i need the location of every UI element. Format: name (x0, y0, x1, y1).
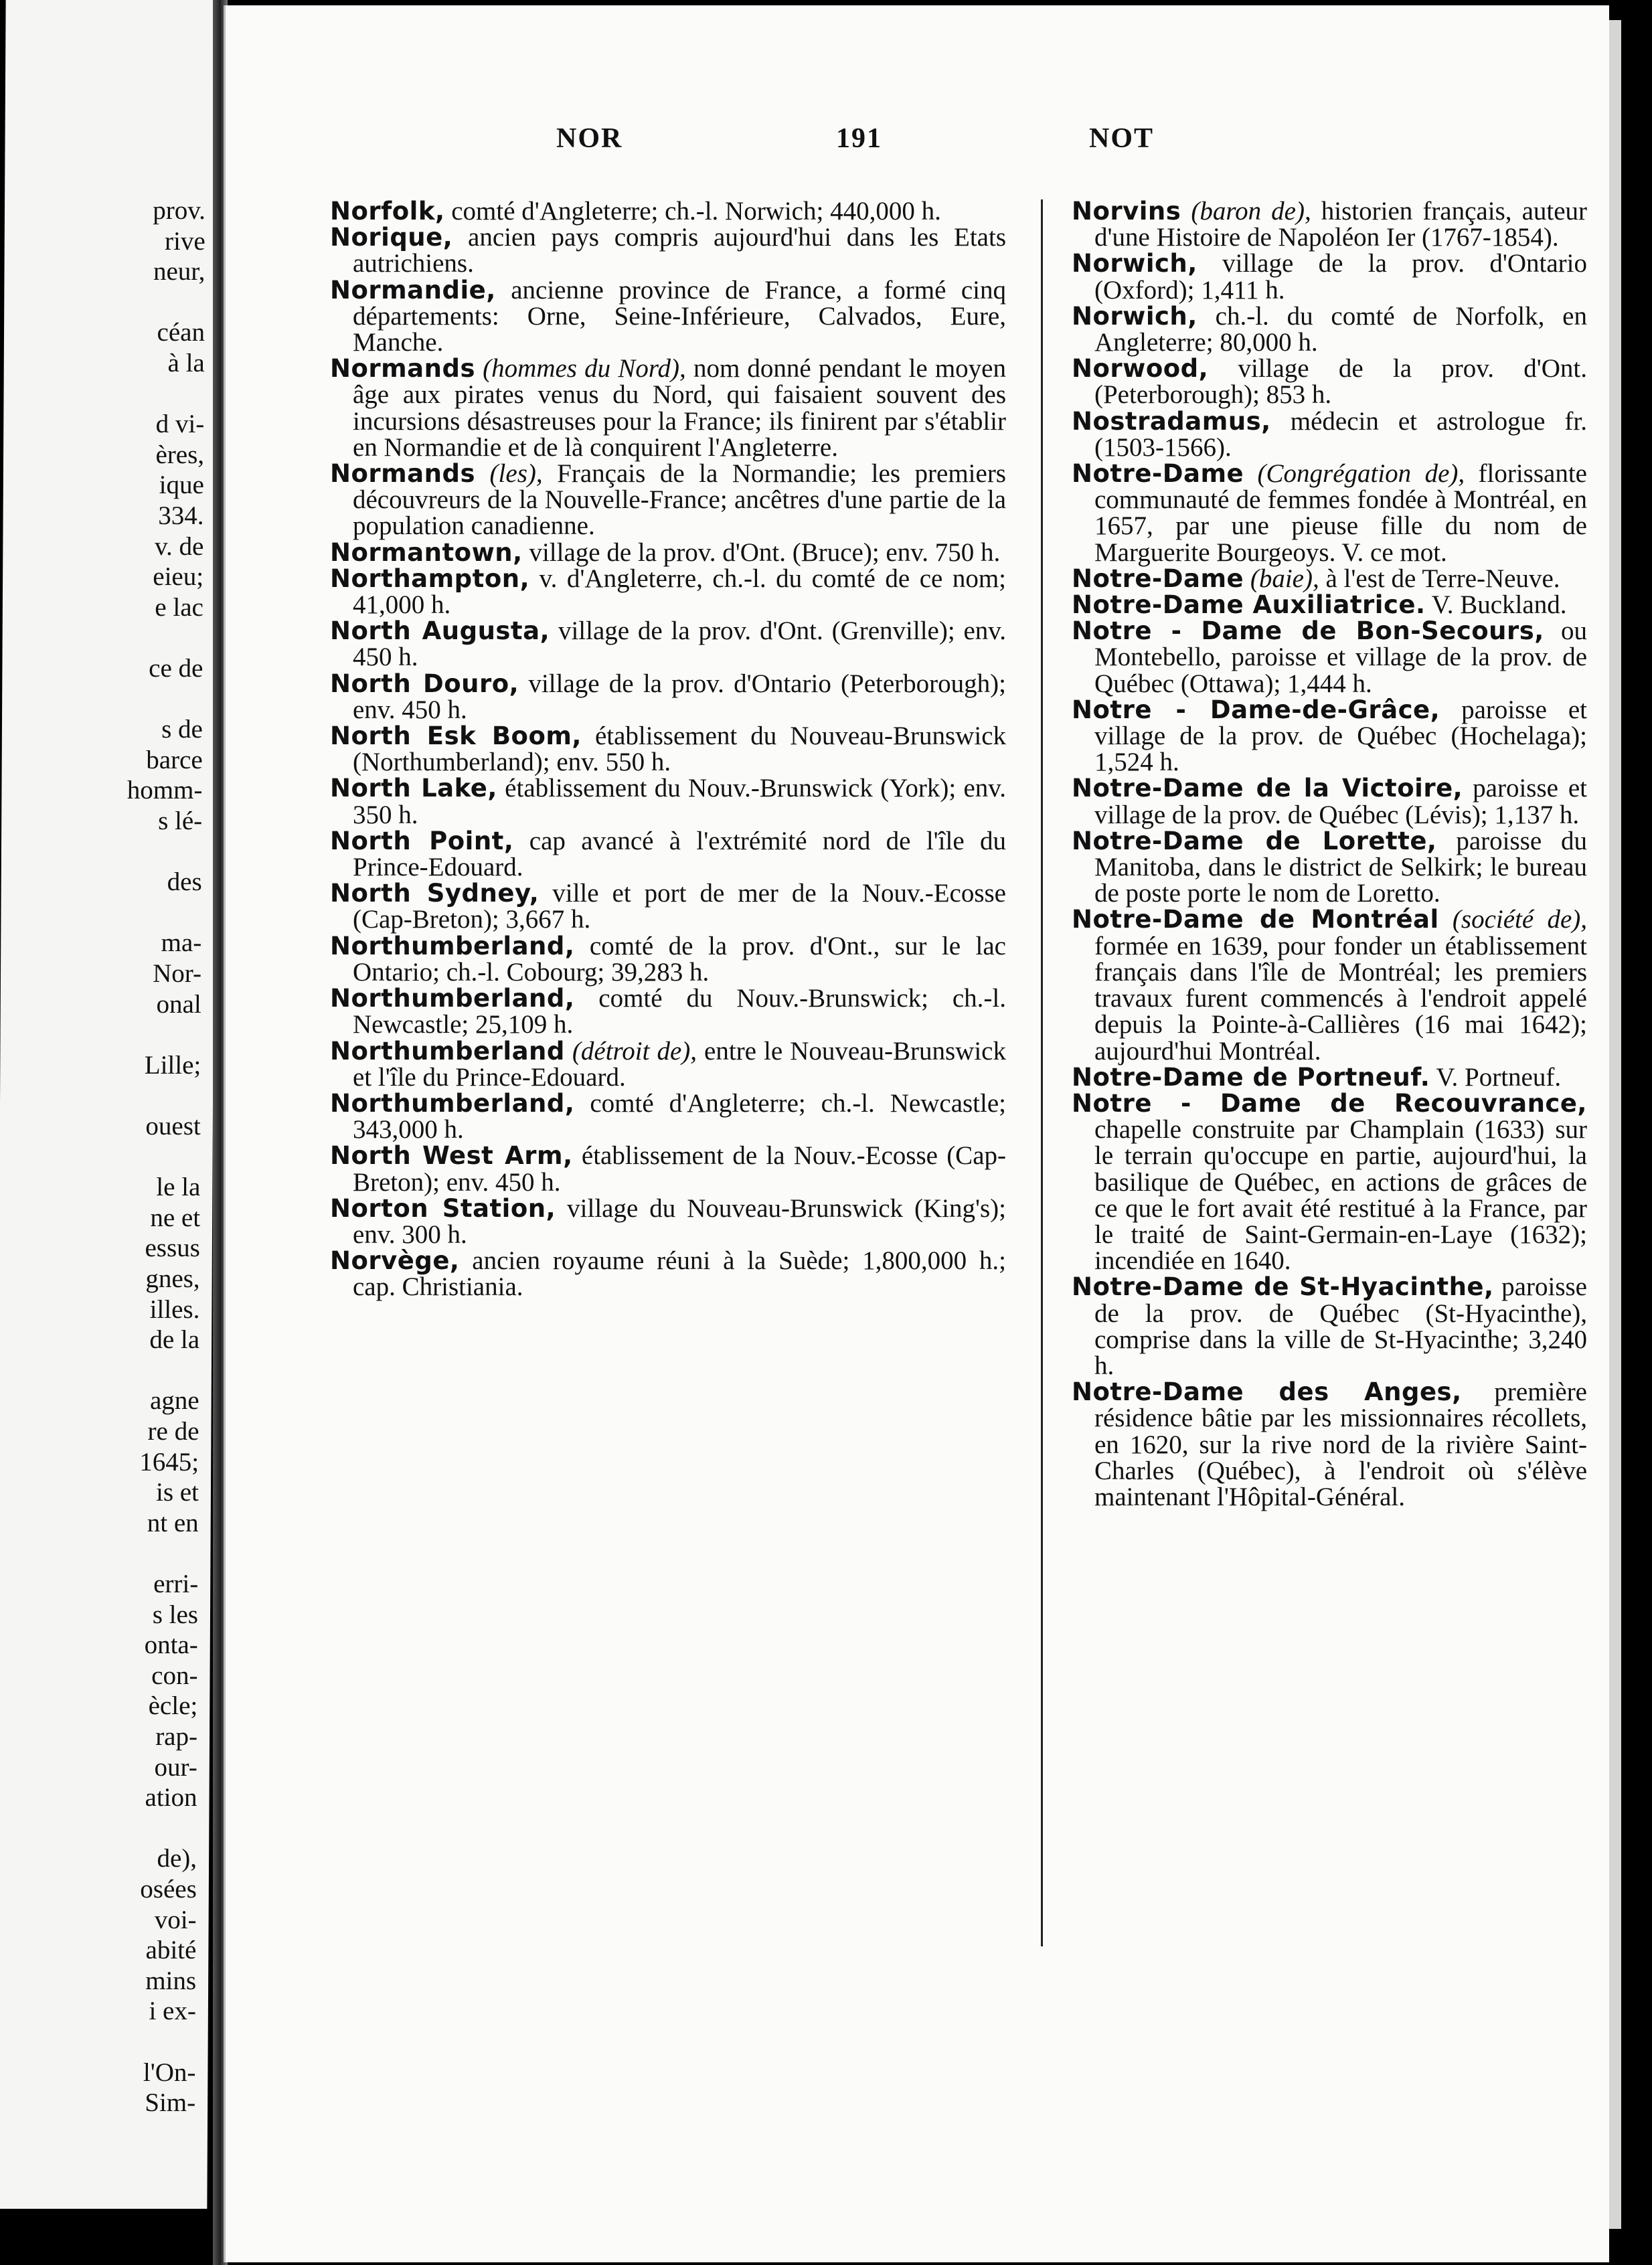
entry-headword: Notre-Dame de Lorette, (1072, 826, 1437, 855)
entry-headword: North Esk Boom, (330, 722, 582, 751)
left-page-text-fragment: l'On- (143, 2058, 196, 2087)
left-page-text-fragment: ècle; (148, 1691, 198, 1721)
entry-headword: Notre - Dame de Recouvrance, (1072, 1088, 1587, 1118)
entry-headword: Notre-Dame de St-Hyacinthe, (1072, 1272, 1494, 1302)
dictionary-entry (1072, 303, 1587, 355)
left-page-text-fragment: céan (157, 318, 205, 347)
entry-headword: Northumberland, (330, 984, 575, 1013)
entry-definition: village du Nouveau-Brunswick (King's); env. 300 h. (353, 1193, 1006, 1249)
left-page-text-fragment: gnes, (145, 1264, 200, 1293)
left-page-text-fragment: nt en (147, 1508, 199, 1537)
entry-definition: ou Montebello, paroisse et village de la prov. de Québec (Ottawa); 1,444 h. (1094, 616, 1587, 698)
entry-definition: ville et port de mer de la Nouv.-Ecosse (Cap-Breton); 3,667 h. (353, 879, 1006, 934)
left-page-text-fragment: 1645; (139, 1447, 199, 1477)
entry-headword: Notre - Dame de Bon-Secours, (1072, 616, 1544, 646)
entry-qualifier: (détroit de), (564, 1036, 697, 1066)
left-page-text-fragment: Lille; (144, 1050, 201, 1080)
entry-headword: North Point, (330, 826, 514, 855)
dictionary-entry (1072, 592, 1587, 618)
left-page-text-fragment: de), (157, 1844, 197, 1873)
left-page-text-fragment: illes. (149, 1294, 200, 1324)
dictionary-entry (1072, 618, 1587, 697)
left-page-text-fragment: mins (145, 1966, 197, 1995)
left-page-text-fragment: eieu; (153, 562, 204, 592)
entry-definition: ancien royaume réuni à la Suède; 1,800,000 h.; cap. Christiania. (353, 1246, 1006, 1302)
entry-definition: à l'est de Terre-Neuve. (1319, 564, 1560, 593)
entry-headword: Nostradamus, (1072, 406, 1271, 436)
entry-headword: North Augusta, (330, 616, 550, 646)
left-page-text-fragment: le la (156, 1173, 201, 1202)
entry-headword: North Sydney, (330, 879, 540, 908)
entry-definition: village de la prov. d'Ontario (Peterborough); env. 450 h. (353, 669, 1006, 724)
dictionary-entry (330, 198, 1006, 224)
entry-definition: entre le Nouveau-Brunswick et l'île du Prince-Edouard. (353, 1036, 1006, 1092)
page-number: 191 (836, 123, 882, 154)
entry-definition: paroisse du Manitoba, dans le district de Selkirk; le bureau de poste porte le nom de Loretto. (1094, 826, 1587, 908)
entry-headword: Northampton, (330, 564, 530, 593)
left-page-text-fragment: ation (145, 1783, 197, 1813)
entry-headword: Norwich, (1072, 301, 1197, 331)
column-right (1072, 198, 1587, 1510)
running-head-left: NOR (556, 123, 623, 154)
entry-definition: cap avancé à l'extrémité nord de l'île du Prince-Edouard. (353, 826, 1006, 882)
left-page-text-fragment: is et (155, 1478, 199, 1507)
left-page-text-fragment: s lé- (158, 807, 203, 835)
entry-definition: paroisse et village de la prov. de Québec (Hochelaga); 1,524 h. (1094, 695, 1587, 777)
left-page-text-fragment: 334. (158, 501, 204, 530)
entry-headword: Norwich, (1072, 249, 1197, 278)
dictionary-entry (1072, 906, 1587, 1064)
entry-headword: Northumberland, (330, 1088, 575, 1118)
entry-headword: Normantown, (330, 537, 523, 567)
left-page-text-fragment: rive (165, 226, 205, 256)
dictionary-entry (1072, 1274, 1587, 1379)
entry-definition: village de la prov. d'Ontario (Oxford); 1,411 h. (1094, 249, 1587, 305)
left-page-text-fragment: erri- (153, 1570, 199, 1598)
entry-headword: Northumberland (330, 1036, 565, 1066)
entry-headword: Norvins (1072, 197, 1181, 226)
entry-headword: Notre-Dame de la Victoire, (1072, 774, 1463, 803)
dictionary-entry (330, 1090, 1006, 1143)
left-page-text-fragment: de la (149, 1325, 200, 1355)
entry-definition: formée en 1639, pour fonder un établissement français dans l'île de Montréal; les premiers travaux furent commencés à l'endroit appelé depuis la Pointe-à-Callières (16 mai 1642); aujourd'hui Montréal. (1094, 931, 1587, 1066)
entry-definition: v. d'Angleterre, ch.-l. du comté de ce nom; 41,000 h. (353, 564, 1006, 620)
entry-definition: historien français, auteur d'une Histoire de Napoléon Ier (1767-1854). (1094, 197, 1588, 252)
entry-definition: ch.-l. du comté de Norfolk, en Angleterre; 80,000 h. (1094, 301, 1587, 357)
entry-definition: comté d'Angleterre; ch.-l. Newcastle; 343,000 h. (353, 1088, 1006, 1145)
entry-headword: Norique, (330, 223, 453, 252)
entry-headword: Notre - Dame-de-Grâce, (1072, 695, 1440, 724)
left-page-text-fragment: neur, (153, 257, 205, 286)
left-page-text-fragment: rap- (155, 1722, 198, 1751)
entry-headword: Notre-Dame de Montréal (1072, 905, 1439, 934)
left-page-text-fragment: ères, (155, 440, 205, 469)
dictionary-entry (1072, 828, 1587, 907)
entry-definition: Français de la Normandie; les premiers découvreurs de la Nouvelle-France; ancêtres d'une partie de la population canadienne. (353, 459, 1006, 541)
dictionary-entry (1072, 697, 1587, 776)
entry-definition: établissement du Nouveau-Brunswick (Northumberland); env. 550 h. (353, 722, 1007, 777)
left-page-text-fragment: ouest (145, 1112, 201, 1141)
left-page-text-fragment: our- (154, 1752, 197, 1782)
left-page-text-fragment: Sim- (145, 2088, 196, 2118)
left-page-text-fragment: essus (145, 1234, 200, 1263)
left-page-text-fragment: ma- (161, 928, 202, 958)
left-page-text-fragment: s les (152, 1600, 199, 1629)
left-page-text-fragment: à la (167, 349, 205, 378)
dictionary-entry (330, 539, 1006, 566)
dictionary-entry (1072, 460, 1587, 566)
dictionary-entry (330, 1038, 1006, 1090)
dictionary-entry (1072, 408, 1587, 460)
page-edge (1609, 0, 1652, 2265)
dictionary-entry (1072, 198, 1587, 250)
dictionary-entry (330, 828, 1006, 880)
entry-definition: comté d'Angleterre; ch.-l. Norwich; 440,000 h. (444, 197, 941, 226)
dictionary-entry (1072, 1379, 1587, 1510)
entry-headword: Northumberland, (330, 931, 575, 960)
left-page-text-fragment: v. de (154, 531, 204, 561)
entry-qualifier: (société de), (1438, 905, 1587, 934)
entry-headword: North Douro, (330, 669, 519, 698)
left-page-text-fragment: e lac (155, 592, 204, 622)
column-divider (1041, 199, 1043, 1946)
left-page-text-fragment: barce (146, 745, 203, 774)
entry-definition: ancienne province de France, a formé cinq départements: Orne, Seine-Inférieure, Calvados, Eure, Manche. (353, 275, 1006, 357)
entry-definition: ancien pays compris aujourd'hui dans les Etats autrichiens. (353, 223, 1006, 278)
left-page-text-fragment: agne (149, 1386, 199, 1416)
left-page-text-fragment: s de (161, 715, 203, 744)
left-page-text-fragment: homm- (127, 776, 203, 805)
left-page-text-fragment: i ex- (149, 1997, 197, 2026)
entry-definition: paroisse et village de la prov. de Québec (Lévis); 1,137 h. (1094, 774, 1587, 829)
entry-headword: North Lake, (330, 774, 497, 803)
left-page-text-fragment: ique (159, 471, 204, 500)
dictionary-entry (330, 985, 1006, 1037)
entry-headword: Normands (330, 459, 476, 489)
dictionary-entry (330, 1195, 1006, 1248)
entry-qualifier: (baie), (1244, 564, 1319, 593)
left-page-text-fragment: con- (151, 1661, 198, 1690)
left-page-text-fragment: onal (156, 989, 201, 1019)
entry-definition: paroisse de la prov. de Québec (St-Hyacinthe), comprise dans la ville de St-Hyacinthe; 3,240 h. (1094, 1272, 1587, 1380)
entry-definition: première résidence bâtie par les missionnaires récollets, en 1620, sur la rive nord de la rivière Saint-Charles (Québec), à l'endroit où s'élève maintenant l'Hôpital-Général. (1094, 1377, 1587, 1511)
left-page-text-fragment: prov. (153, 196, 206, 225)
dictionary-entry (330, 775, 1006, 827)
dictionary-entry (330, 1248, 1006, 1300)
left-page-text-fragment: ce de (149, 654, 203, 683)
entry-definition: village de la prov. d'Ont. (Peterborough); 853 h. (1094, 354, 1587, 410)
entry-definition: village de la prov. d'Ont. (Bruce); env. 750 h. (522, 537, 1001, 567)
left-page-text-fragment: des (167, 867, 202, 897)
left-page-text-fragment: abité (145, 1936, 197, 1965)
dictionary-entry (330, 224, 1006, 276)
left-page-text-fragment: onta- (144, 1630, 198, 1660)
dictionary-entry (1072, 566, 1587, 592)
entry-qualifier: (hommes du Nord), (475, 354, 686, 384)
dictionary-entry (330, 1143, 1006, 1195)
dictionary-entry (330, 460, 1006, 539)
entry-definition: village de la prov. d'Ont. (Grenville); env. 450 h. (353, 616, 1006, 672)
entry-headword: Notre-Dame Auxiliatrice. (1072, 590, 1426, 620)
entry-headword: Norvège, (330, 1246, 460, 1276)
left-page-text-fragment: voi- (154, 1905, 197, 1934)
dictionary-entry (330, 277, 1006, 356)
entry-definition: médecin et astrologue fr. (1503-1566). (1094, 406, 1587, 462)
entry-qualifier: (Congrégation de), (1244, 459, 1465, 489)
entry-definition: établissement de la Nouv.-Ecosse (Cap-Breton); env. 450 h. (353, 1141, 1006, 1197)
entry-headword: Normands (330, 354, 476, 384)
dictionary-entry (330, 566, 1006, 618)
dictionary-entry (330, 933, 1006, 985)
entry-headword: Norton Station, (330, 1193, 556, 1223)
dictionary-entry (330, 618, 1006, 670)
dictionary-entry (1072, 355, 1587, 408)
entry-headword: North West Arm, (330, 1141, 573, 1171)
column-left (330, 198, 1006, 1301)
entry-headword: Norwood, (1072, 354, 1209, 384)
entry-definition: chapelle construite par Champlain (1633) sur le terrain qu'occupe en partie, aujourd'hui, la basilique de Québec, en actions de grâces de ce que le fort avait été restitué à la France, par le traité de Saint-Germain-en-Laye (1632); incendiée en 1640. (1094, 1115, 1587, 1276)
dictionary-entry (1072, 775, 1587, 827)
left-page-text-fragment: osées (140, 1875, 197, 1904)
entry-headword: Normandie, (330, 275, 496, 305)
dictionary-entry (330, 880, 1006, 932)
dictionary-entry (1072, 250, 1587, 303)
entry-definition: établissement du Nouv.-Brunswick (York); env. 350 h. (353, 774, 1006, 829)
entry-headword: Notre-Dame de Portneuf. (1072, 1062, 1430, 1092)
dictionary-entry (330, 355, 1006, 460)
entry-definition: nom donné pendant le moyen âge aux pirates venus du Nord, qui faisaient souvent des incursions désastreuses pour la France; ils finirent par s'établir en Normandie et de là conquirent l'Angleterre. (353, 354, 1006, 462)
entry-qualifier: (les), (475, 459, 543, 489)
entry-definition: florissante communauté de femmes fondée à Montréal, en 1657, par une pieuse fille du nom de Marguerite Bourgeoys. V. ce mot. (1094, 459, 1587, 567)
entry-definition: V. Buckland. (1425, 590, 1567, 620)
entry-headword: Notre-Dame (1072, 564, 1244, 593)
left-page-text-fragment: ne et (150, 1203, 201, 1232)
entry-headword: Notre-Dame (1072, 459, 1244, 489)
dictionary-page (224, 5, 1611, 2262)
running-head-right: NOT (1089, 123, 1155, 154)
entry-definition: comté du Nouv.-Brunswick; ch.-l. Newcastle; 25,109 h. (353, 984, 1006, 1039)
entry-headword: Notre-Dame des Anges, (1072, 1377, 1462, 1407)
entry-definition: V. Portneuf. (1430, 1062, 1562, 1092)
entry-qualifier: (baron de), (1181, 197, 1311, 226)
dictionary-entry (330, 671, 1006, 723)
left-page-fragment (0, 0, 219, 2209)
left-page-text-fragment: Nor- (153, 959, 202, 988)
left-page-text-fragment: d vi- (155, 410, 205, 439)
entry-headword: Norfolk, (330, 197, 445, 226)
dictionary-entry (1072, 1064, 1587, 1090)
left-page-text-fragment: re de (147, 1417, 199, 1446)
dictionary-entry (330, 723, 1006, 775)
dictionary-entry (1072, 1090, 1587, 1274)
entry-definition: comté de la prov. d'Ont., sur le lac Ontario; ch.-l. Cobourg; 39,283 h. (353, 931, 1006, 987)
